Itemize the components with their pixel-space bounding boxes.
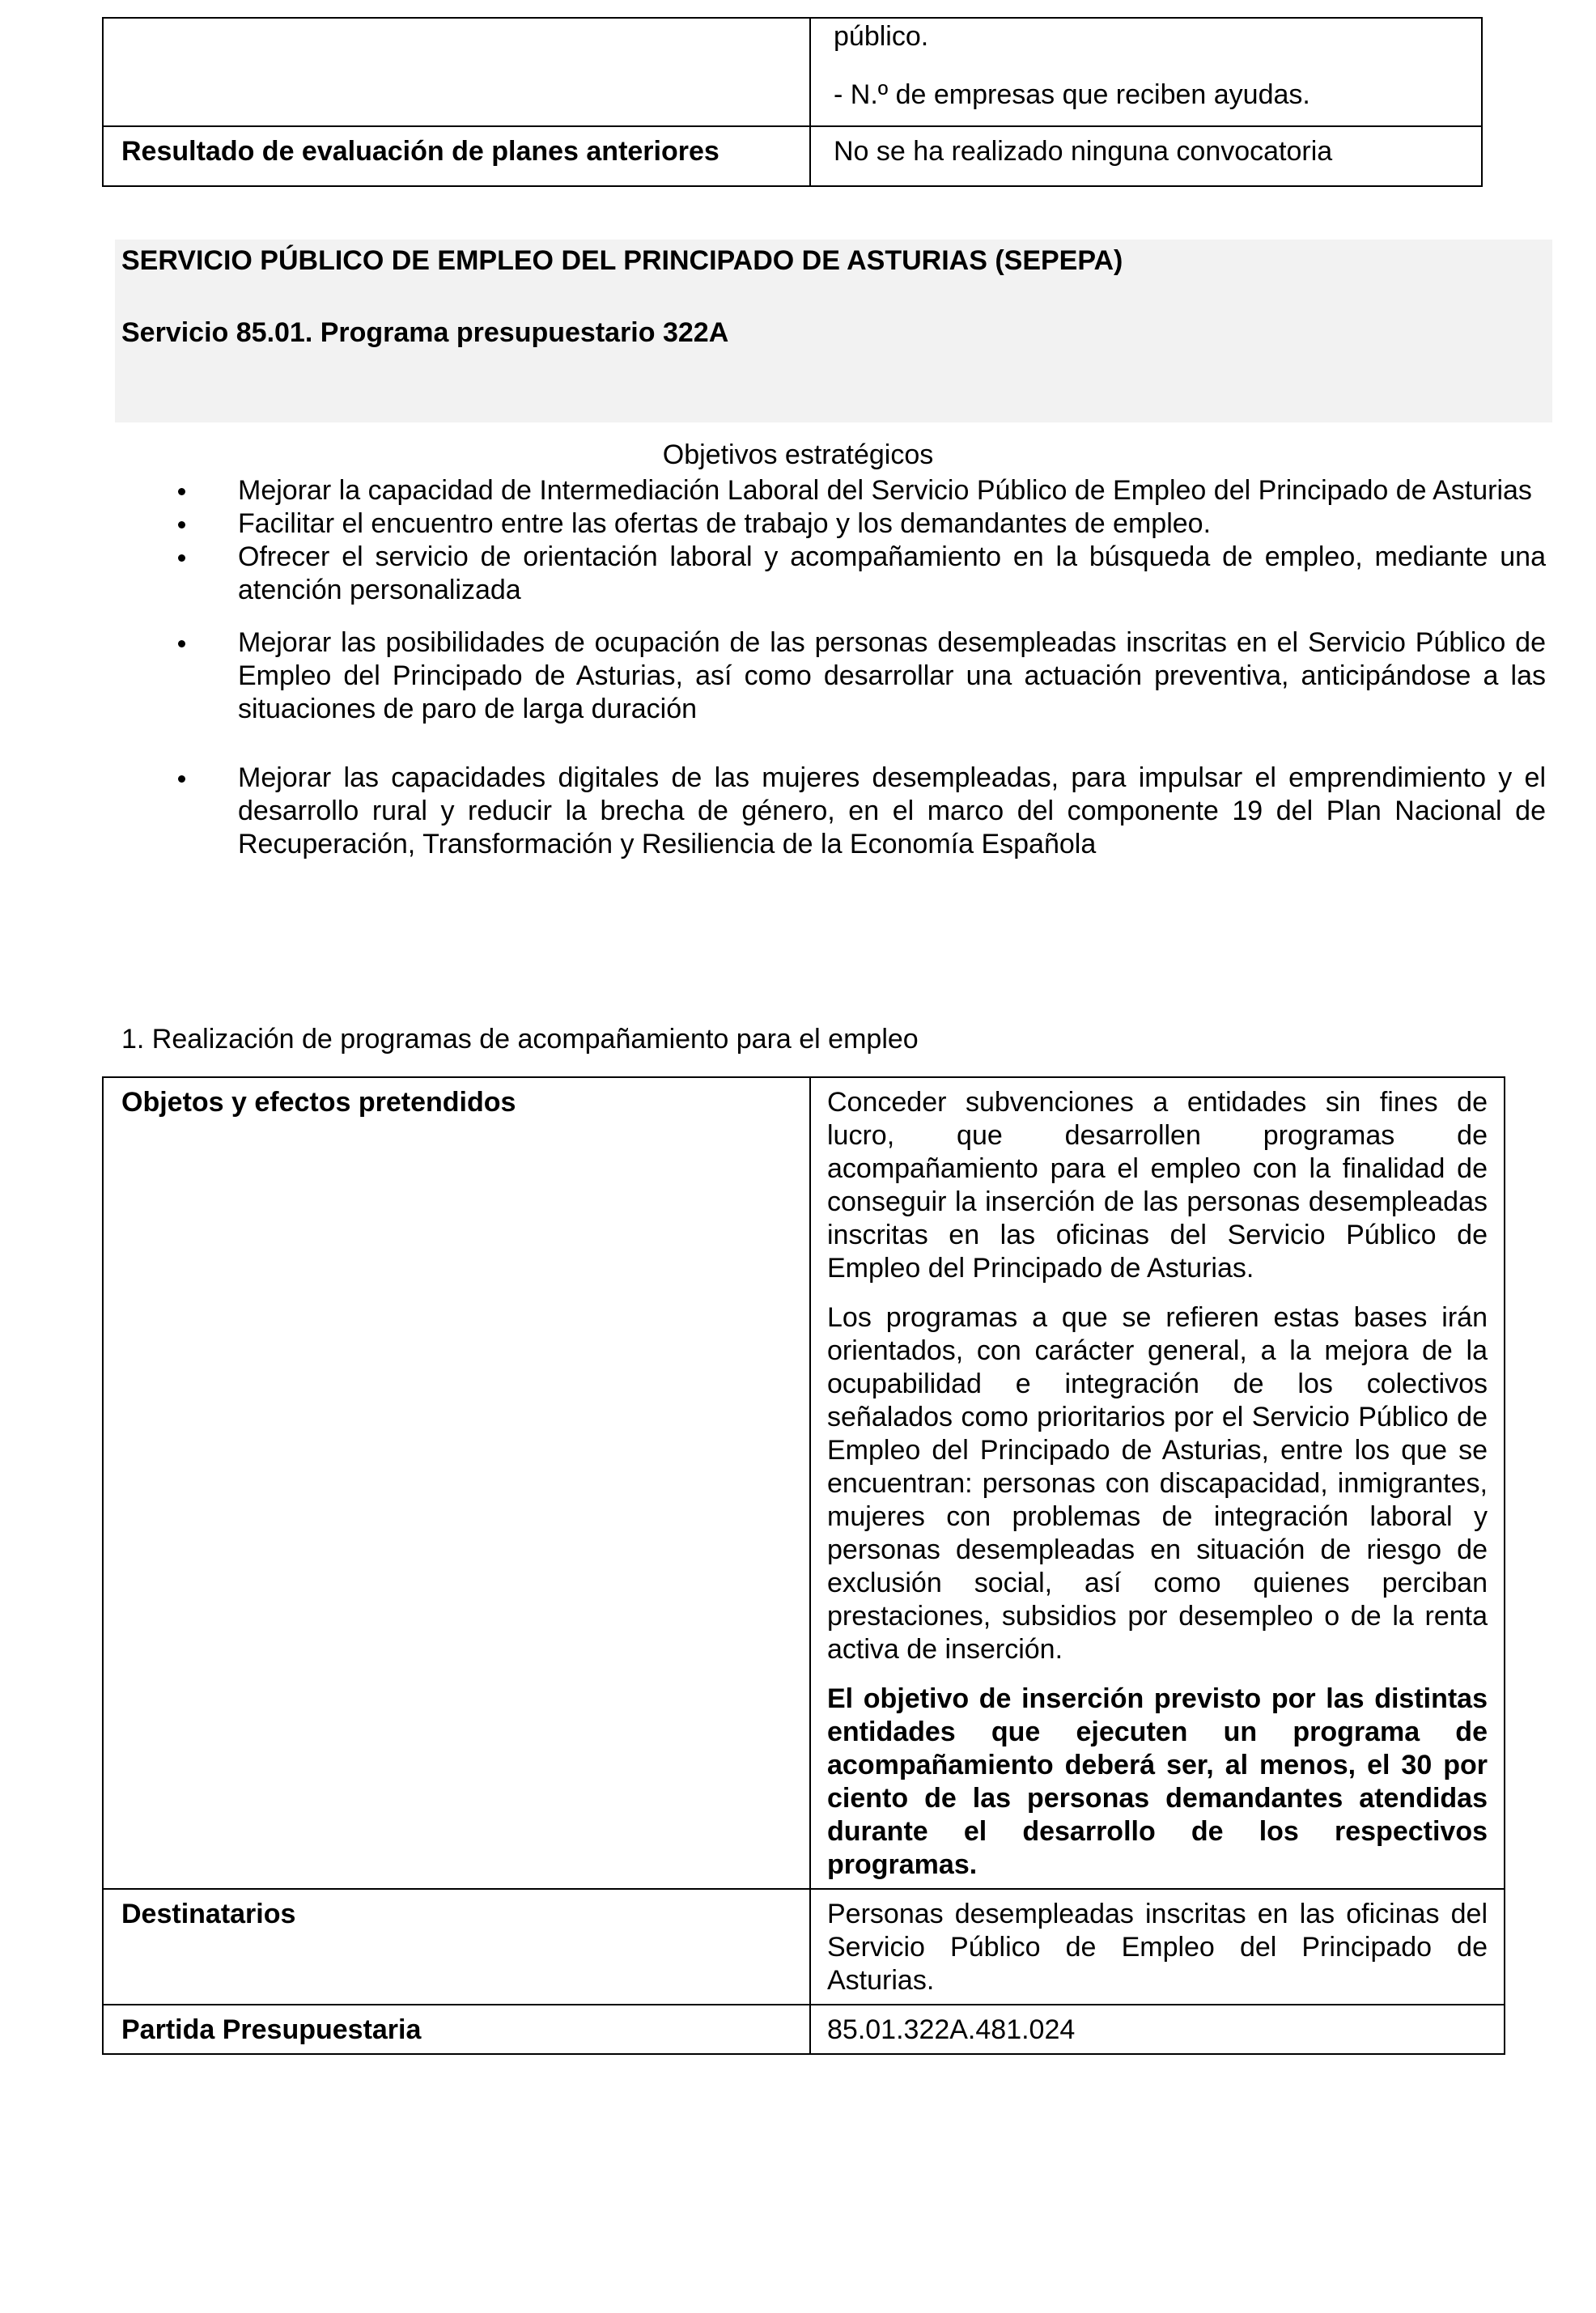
previous-plans-table bbox=[102, 17, 1483, 187]
empty-label-cell bbox=[103, 18, 810, 126]
objective-item: Mejorar las posibilidades de ocupación de las personas desempleadas inscritas en el Servicio Público de Empleo del Principado de Asturias, así como desarrollar una actuación preventiva, anticipándose a las situaciones de paro de larga duración bbox=[115, 626, 1546, 726]
section-heading: 1. Realización de programas de acompañamiento para el empleo bbox=[121, 1024, 919, 1055]
service-header-band bbox=[115, 240, 1552, 422]
table-row bbox=[103, 126, 1482, 186]
objective-item: Mejorar las capacidades digitales de las mujeres desempleadas, para impulsar el emprendimiento y el desarrollo rural y reducir la brecha de género, en el marco del componente 19 del Plan Nacional de Recuperación, Transformación y Resiliencia de la Economía Española bbox=[115, 762, 1546, 861]
budget-line-code: 85.01.322A.481.024 bbox=[827, 2014, 1076, 2045]
program-table bbox=[102, 1076, 1505, 2055]
recipients-value bbox=[810, 1889, 1505, 2005]
objectives-list bbox=[115, 474, 1546, 861]
service-title: SERVICIO PÚBLICO DE EMPLEO DEL PRINCIPADO DE ASTURIAS (SEPEPA) bbox=[121, 245, 1123, 276]
evaluation-label: Resultado de evaluación de planes anteriores bbox=[103, 126, 810, 186]
objects-paragraph: Los programas a que se refieren estas bases irán orientados, con carácter general, a la mejora de la ocupabilidad e integración de los colectivos señalados como prioritarios por el Servicio Público de Empleo del Principado de Asturias, entre los que se encuentran: personas con discapacidad, inmigrantes, mujeres con problemas de integración laboral y personas desempleadas en situación de riesgo de exclusión social, así como quienes perciban prestaciones, subsidios por desempleo o de la renta activa de inserción. bbox=[827, 1302, 1488, 1665]
indicator-cell bbox=[810, 18, 1482, 126]
objectives-title: Objetivos estratégicos bbox=[662, 439, 934, 470]
budget-line-label: Partida Presupuestaria bbox=[103, 2005, 810, 2054]
table-row bbox=[103, 1889, 1505, 2005]
table-row bbox=[103, 2005, 1505, 2054]
objective-item: Mejorar la capacidad de Intermediación Laboral del Servicio Público de Empleo del Principado de Asturias bbox=[115, 474, 1546, 507]
insertion-target-paragraph: El objetivo de inserción previsto por las distintas entidades que ejecuten un programa de acompañamiento deberá ser, al menos, el 30 por ciento de las personas demandantes atendidas durante el desarrollo de los respectivos programas. bbox=[827, 1683, 1488, 1880]
table-row bbox=[103, 18, 1482, 126]
indicator-line: público. bbox=[834, 21, 929, 52]
evaluation-value: No se ha realizado ninguna convocatoria bbox=[810, 126, 1482, 186]
objects-label: Objetos y efectos pretendidos bbox=[103, 1077, 810, 1889]
objective-item: Ofrecer el servicio de orientación laboral y acompañamiento en la búsqueda de empleo, mediante una atención personalizada bbox=[115, 541, 1546, 607]
objective-item: Facilitar el encuentro entre las ofertas de trabajo y los demandantes de empleo. bbox=[115, 507, 1546, 541]
table-row bbox=[103, 1077, 1505, 1889]
objects-value bbox=[810, 1077, 1505, 1889]
recipients-paragraph: Personas desempleadas inscritas en las oficinas del Servicio Público de Empleo del Principado de Asturias. bbox=[827, 1899, 1488, 1996]
recipients-label: Destinatarios bbox=[103, 1889, 810, 2005]
indicator-line: - N.º de empresas que reciben ayudas. bbox=[834, 79, 1310, 110]
budget-line-value bbox=[810, 2005, 1505, 2054]
service-subtitle: Servicio 85.01. Programa presupuestario 322A bbox=[121, 317, 729, 348]
objects-paragraph: Conceder subvenciones a entidades sin fines de lucro, que desarrollen programas de acompañamiento para el empleo con la finalidad de conseguir la inserción de las personas desempleadas inscritas en las oficinas del Servicio Público de Empleo del Principado de Asturias. bbox=[827, 1087, 1488, 1284]
